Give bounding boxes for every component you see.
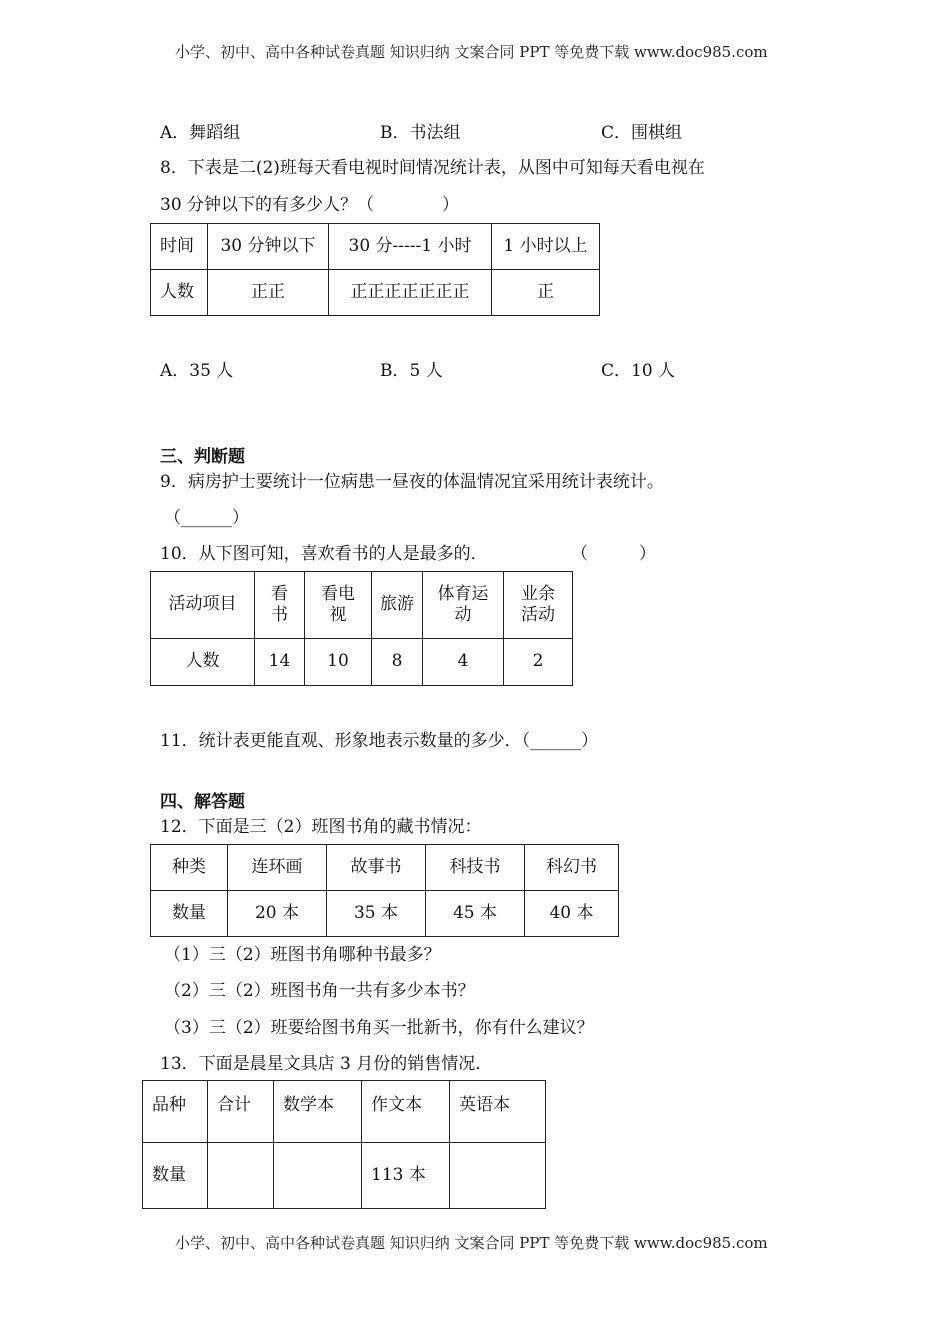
q9-answer-blank: （______） xyxy=(164,508,249,528)
q8-question-line2: 30 分钟以下的有多少人？（ ） xyxy=(160,195,460,215)
table-cell: 体育运动 xyxy=(423,572,504,639)
table-cell: 连环画 xyxy=(228,845,327,891)
q12-table xyxy=(150,844,619,937)
table-cell: 40 本 xyxy=(525,891,619,937)
table-cell: 时间 xyxy=(151,224,208,270)
table-cell: 人数 xyxy=(151,639,255,686)
q8-table xyxy=(150,223,600,316)
q8-option-b: B．5 人 xyxy=(380,361,443,381)
table-cell: 14 xyxy=(255,639,305,686)
q7-option-c: C．围棋组 xyxy=(601,123,683,143)
table-cell: 30 分钟以下 xyxy=(208,224,329,270)
table-cell: 科技书 xyxy=(426,845,525,891)
table-row xyxy=(151,845,619,891)
table-cell: 故事书 xyxy=(327,845,426,891)
table-cell: 4 xyxy=(423,639,504,686)
table-cell: 数量 xyxy=(151,891,228,937)
table-cell xyxy=(208,1143,274,1209)
table-cell: 英语本 xyxy=(450,1081,546,1143)
table-cell: 35 本 xyxy=(327,891,426,937)
table-cell: 45 本 xyxy=(426,891,525,937)
table-row xyxy=(143,1081,546,1143)
table-row xyxy=(151,270,600,316)
table-cell: 业余活动 xyxy=(504,572,573,639)
table-cell: 8 xyxy=(372,639,423,686)
table-cell: 人数 xyxy=(151,270,208,316)
table-cell: 正正正正正正正 xyxy=(329,270,492,316)
q12-sub-3: （3）三（2）班要给图书角买一批新书，你有什么建议？ xyxy=(164,1018,594,1038)
table-row xyxy=(151,891,619,937)
q7-option-b: B．书法组 xyxy=(380,123,461,143)
page-header: 小学、初中、高中各种试卷真题 知识归纳 文案合同 PPT 等免费下载 www.doc985.com xyxy=(175,43,768,61)
table-cell xyxy=(450,1143,546,1209)
q8-option-a: A．35 人 xyxy=(160,361,234,381)
q13-table xyxy=(142,1080,546,1209)
q8-option-c: C．10 人 xyxy=(601,361,676,381)
section-title: 三、判断题 xyxy=(160,447,245,467)
table-cell: 作文本 xyxy=(362,1081,450,1143)
section-title: 四、解答题 xyxy=(160,792,245,812)
table-cell: 品种 xyxy=(143,1081,208,1143)
q10-answer-bracket: （ ） xyxy=(571,544,656,564)
q12-sub-2: （2）三（2）班图书角一共有多少本书？ xyxy=(164,981,475,1001)
q9-question-line1: 9．病房护士要统计一位病患一昼夜的体温情况宜采用统计表统计。 xyxy=(160,472,664,492)
q12-sub-1: （1）三（2）班图书角哪种书最多？ xyxy=(164,945,441,965)
q7-option-a: A．舞蹈组 xyxy=(160,123,241,143)
table-cell: 种类 xyxy=(151,845,228,891)
table-row xyxy=(151,572,573,639)
table-cell: 10 xyxy=(305,639,372,686)
table-cell: 正 xyxy=(492,270,600,316)
table-cell: 看书 xyxy=(255,572,305,639)
q11-question: 11．统计表更能直观、形象地表示数量的多少．（______） xyxy=(160,731,599,751)
table-cell: 正正 xyxy=(208,270,329,316)
table-cell: 合计 xyxy=(208,1081,274,1143)
table-cell: 30 分-----1 小时 xyxy=(329,224,492,270)
page-footer: 小学、初中、高中各种试卷真题 知识归纳 文案合同 PPT 等免费下载 www.doc985.com xyxy=(175,1234,768,1252)
table-cell: 113 本 xyxy=(362,1143,450,1209)
table-cell: 看电视 xyxy=(305,572,372,639)
table-cell: 数量 xyxy=(143,1143,208,1209)
q8-question-line1: 8．下表是二(2)班每天看电视时间情况统计表，从图中可知每天看电视在 xyxy=(160,158,705,178)
table-cell: 20 本 xyxy=(228,891,327,937)
table-cell: 数学本 xyxy=(274,1081,362,1143)
table-cell: 活动项目 xyxy=(151,572,255,639)
q10-question: 10．从下图可知，喜欢看书的人是最多的． xyxy=(160,544,488,564)
table-cell: 2 xyxy=(504,639,573,686)
table-cell xyxy=(274,1143,362,1209)
table-cell: 科幻书 xyxy=(525,845,619,891)
table-cell: 1 小时以上 xyxy=(492,224,600,270)
q10-table xyxy=(150,571,573,686)
table-row xyxy=(143,1143,546,1209)
table-row xyxy=(151,224,600,270)
table-cell: 旅游 xyxy=(372,572,423,639)
q13-question: 13．下面是晨星文具店 3 月份的销售情况． xyxy=(160,1054,493,1074)
q12-question: 12．下面是三（2）班图书角的藏书情况： xyxy=(160,817,482,837)
table-row xyxy=(151,639,573,686)
